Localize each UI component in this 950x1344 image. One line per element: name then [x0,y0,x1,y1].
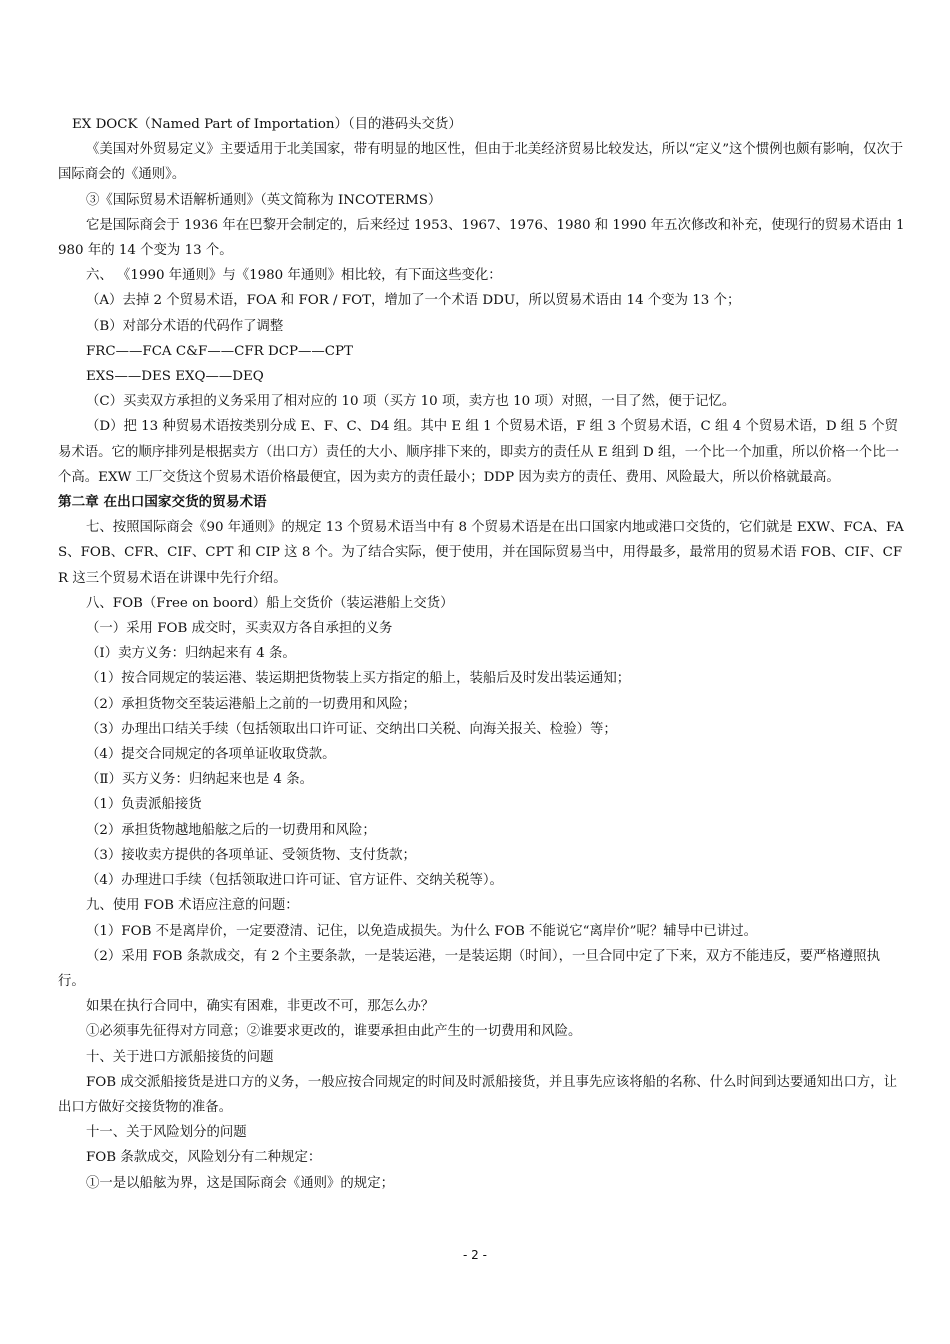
paragraph: （4）提交合同规定的各项单证收取贷款。 [86,747,336,763]
paragraph: （一）采用 FOB 成交时，买卖双方各自承担的义务 [86,621,393,637]
page-number: - 2 - [463,1248,487,1262]
paragraph: ①一是以船舷为界，这是国际商会《通则》的规定； [86,1175,394,1191]
paragraph: （2）承担货物交至装运港船上之前的一切费用和风险； [86,696,416,712]
paragraph: （D）把 13 种贸易术语按类别分成 E、F、C、D4 组。其中 E 组 1 个贸易术语，F 组 3 个贸易术语，C 组 4 个贸易术语，D 组 5 个贸易术语。它的顺序排列是根据卖方（出口方）责任的大小、顺序排下来的，即卖方的责任从 E 组到 D 组，一个比一个加重，所以价格一个比一个高。EXW 工厂交货这个贸易术语价格最便宜，因为卖方的责任最小；DDP 因为卖方的责任、费用、风险最大，所以价格就最高。 [58,419,899,485]
paragraph: ③《国际贸易术语解析通则》（英文简称为 INCOTERMS） [86,192,442,208]
paragraph: （3）接收卖方提供的各项单证、受领货物、支付货款； [86,847,416,863]
paragraph: 七、按照国际商会《90 年通则》的规定 13 个贸易术语当中有 8 个贸易术语是在出口国家内地或港口交货的，它们就是 EXW、FCA、FAS、FOB、CFR、CIF、CPT 和 CIP 这 8 个。为了结合实际，便于使用，并在国际贸易当中，用得最多，最常用的贸易术语 FOB、CIF、CFR 这三个贸易术语在讲课中先行介绍。 [58,520,904,586]
paragraph: （1）FOB 不是离岸价，一定要澄清、记住，以免造成损失。为什么 FOB 不能说它“离岸价”呢？辅导中已讲过。 [86,923,757,939]
paragraph: 九、使用 FOB 术语应注意的问题： [86,898,299,914]
paragraph: （1）负责派船接货 [86,797,202,813]
paragraph: （3）办理出口结关手续（包括领取出口许可证、交纳出口关税、向海关报关、检验）等； [86,721,617,737]
paragraph: EXS——DES EXQ——DEQ [86,369,264,385]
paragraph: 八、FOB（Free on boord）船上交货价（装运港船上交货） [86,595,454,611]
paragraph: （1）按合同规定的装运港、装运期把货物装上买方指定的船上，装船后及时发出装运通知； [86,671,631,687]
paragraph: 十一、关于风险划分的问题 [86,1125,247,1141]
paragraph: 《美国对外贸易定义》主要适用于北美国家，带有明显的地区性，但由于北美经济贸易比较发达，所以“定义”这个惯例也颇有影响，仅次于国际商会的《通则》。 [58,142,904,183]
paragraph: （2）采用 FOB 条款成交，有 2 个主要条款，一是装运港，一是装运期（时间），一旦合同中定了下来，双方不能违反，要严格遵照执行。 [58,948,880,989]
paragraph: （B）对部分术语的代码作了调整 [86,318,284,334]
paragraph: （C）买卖双方承担的义务采用了相对应的 10 项（买方 10 项，卖方也 10 项）对照，一目了然，便于记忆。 [86,394,736,410]
paragraph: 十、关于进口方派船接货的问题 [86,1049,274,1065]
paragraph: 六、 《1990 年通则》与《1980 年通则》相比较，有下面这些变化： [86,268,502,284]
paragraph: （4）办理进口手续（包括领取进口许可证、官方证件、交纳关税等）。 [86,873,503,889]
paragraph: FRC——FCA C&F——CFR DCP——CPT [86,343,353,359]
paragraph: （Ⅱ）买方义务：归纳起来也是 4 条。 [86,772,313,788]
paragraph: 如果在执行合同中，确实有困难，非更改不可，那怎么办？ [86,999,435,1015]
paragraph: （2）承担货物越地船舷之后的一切费用和风险； [86,822,376,838]
paragraph: FOB 条款成交，风险划分有二种规定： [86,1150,322,1166]
paragraph: （I）卖方义务：归纳起来有 4 条。 [86,646,296,662]
document-body [58,112,906,1196]
paragraph: ①必须事先征得对方同意；②谁要求更改的，谁要承担由此产生的一切费用和风险。 [86,1024,582,1040]
paragraph: 它是国际商会于 1936 年在巴黎开会制定的，后来经过 1953、1967、1976、1980 和 1990 年五次修改和补充，使现行的贸易术语由 1980 年的 14 个变为 13 个。 [58,217,905,259]
paragraph: （A）去掉 2 个贸易术语，FOA 和 FOR / FOT，增加了一个术语 DDU，所以贸易术语由 14 个变为 13 个； [86,293,741,309]
chapter-heading: 第二章 在出口国家交货的贸易术语 [58,494,267,511]
paragraph: EX DOCK（Named Part of Importation）（目的港码头交货） [72,117,462,132]
paragraph: FOB 成交派船接货是进口方的义务，一般应按合同规定的时间及时派船接货，并且事先应该将船的名称、什么时间到达要通知出口方，让出口方做好交接货物的准备。 [58,1074,898,1115]
